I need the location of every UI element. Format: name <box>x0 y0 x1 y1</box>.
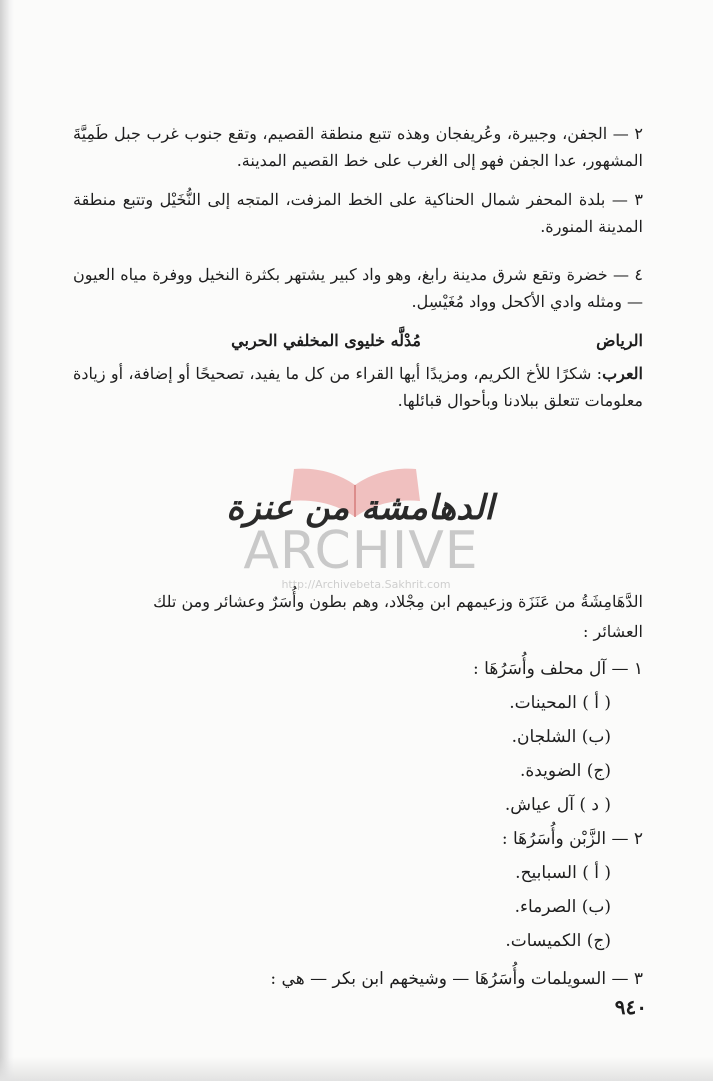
list-item: ( أ ) المحينات. <box>509 693 611 713</box>
article-title: الدهامشة من عنزة <box>226 488 494 528</box>
signature <box>73 331 643 357</box>
section-heading: ١ — آل محلف وأُسَرُهَا : <box>473 659 643 679</box>
signature-place: الرياض <box>596 331 643 350</box>
watermark-text: ARCHIVE <box>243 521 479 581</box>
signature-author: مُدْلَّه خليوى المخلفي الحربي <box>231 331 421 350</box>
bottom-shadow <box>0 1057 713 1081</box>
list-item: (ب) الشلجان. <box>511 727 611 747</box>
list-item: (ج) الكميسات. <box>505 931 611 951</box>
editor-note-text: : شكرًا للأخ الكريم، ومزيدًا أيها القراء من كل ما يفيد، تصحيحًا أو إضافة، أو زيادة معلومات تتعلق ببلادنا وبأحوال قبائلها. <box>73 364 643 410</box>
section-heading: ٣ — السويلمات وأُسَرُهَا — وشيخهم ابن بكر — هي : <box>270 969 643 989</box>
editor-note-label: العرب <box>602 364 643 383</box>
footnote-2: ٢ — الجفن، وجبيرة، وعُريفجان وهذه تتبع منطقة القصيم، وتقع جنوب غرب جبل طَمِيَّةَ المشهور، عدا الجفن فهو إلى الغرب على خط القصيم المدينة. <box>73 124 643 170</box>
editor-note <box>73 360 643 414</box>
section-heading: ٢ — الزَّبْن وأُسَرُهَا : <box>501 829 643 849</box>
list-item: (ب) الصرماء. <box>514 897 611 917</box>
watermark-url: http://Archivebeta.Sakhrit.com <box>281 578 451 591</box>
list-item: ( د ) آل عياش. <box>504 795 611 815</box>
binding-shadow <box>0 0 14 1081</box>
intro-line-1: الدَّهَامِشَةُ من عَنَزَة وزعيمهم ابن مِجْلاد، وهم بطون وأُسَرٌ وعشائر ومن تلك <box>153 592 643 611</box>
page-number: ٩٤٠ <box>614 995 647 1019</box>
intro-line-2: العشائر : <box>583 622 643 641</box>
footnote-3: ٣ — بلدة المحفر شمال الحناكية على الخط المزفت، المتجه إلى النُّخَيْل وتتبع منطقة المدينة المنورة. <box>73 190 643 236</box>
list-item: (ج) الضويدة. <box>519 761 611 781</box>
list-item: ( أ ) السبابيح. <box>515 863 611 883</box>
clan-list <box>83 652 643 996</box>
footnote-4: ٤ — خضرة وتقع شرق مدينة رابغ، وهو واد كبير يشتهر بكثرة النخيل ووفرة مياه العيون — ومثله وادي الأكحل وواد مُغَيْسِل. <box>73 265 643 311</box>
